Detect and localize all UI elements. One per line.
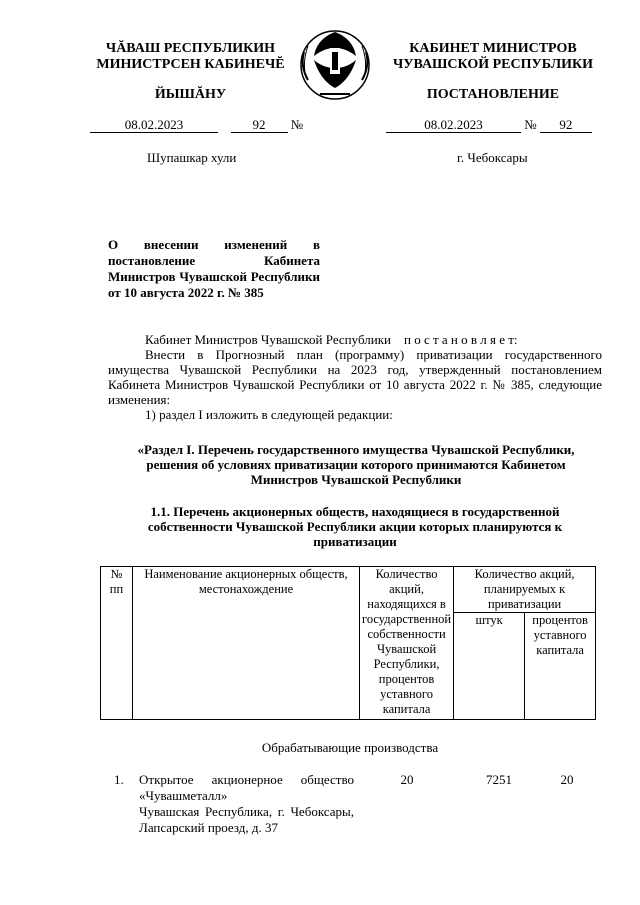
document-subject: О внесении изменений в постановление Кабинета Министров Чувашской Республики от 10 августа 2022 г. № 385 <box>108 237 320 300</box>
number-line-right <box>386 117 592 133</box>
left-number: 92 <box>231 117 288 133</box>
row-1-name-line1: Открытое акционерное общество «Чувашметалл» <box>139 772 354 803</box>
row-1-percent: 20 <box>560 772 574 787</box>
city-left: Шупашкар хули <box>147 150 237 165</box>
header-left-line2: МИНИСТРСЕН КАБИНЕЧĔ <box>96 57 285 72</box>
col-planned-header: Количество акций, планируемых к приватизации <box>454 567 596 613</box>
row-1-name-line2: Чувашская Республика, г. Чебоксары, Лапсарский проезд, д. 37 <box>139 804 354 835</box>
col-name-header: Наименование акционерных обществ, местонахождение <box>133 567 360 720</box>
privatization-table <box>100 566 596 720</box>
body-paragraph-1-start: Кабинет Министров Чувашской Республики <box>145 332 391 347</box>
right-date: 08.02.2023 <box>386 117 521 133</box>
body-paragraph-1-verb: п о с т а н о в л я е т: <box>403 332 518 347</box>
subsection-title: 1.1. Перечень акционерных обществ, находящиеся в государственной собственности Чувашской Республики акции которых планируются к приватизации <box>147 504 563 549</box>
col-num-header: № пп <box>101 567 133 720</box>
number-line-left <box>90 117 303 133</box>
col-pieces-header: штук <box>454 613 525 720</box>
body-paragraph-2: Внести в Прогнозный план (программу) приватизации государственного имущества Чувашской Республики на 2023 год, утвержденный постановлением Кабинета Министров Чувашской Республики от 10 августа 2022 г. № 385, следующие изменения: <box>108 347 602 407</box>
right-number-sign: № <box>524 117 537 132</box>
section-title: «Раздел I. Перечень государственного имущества Чувашской Республики, решения об условиях приватизации которого принимаются Кабинетом Министров Чувашской Республики <box>137 442 575 487</box>
header-left-line1: ЧĂВАШ РЕСПУБЛИКИН <box>105 41 276 56</box>
row-1-name <box>139 772 354 836</box>
sector-title: Обрабатывающие производства <box>261 740 439 755</box>
doctype-right: ПОСТАНОВЛЕНИЕ <box>426 87 560 102</box>
right-number: 92 <box>540 117 592 133</box>
doctype-left: ЙЫШĂНУ <box>154 87 227 102</box>
row-1-num: 1. <box>114 772 124 787</box>
body-paragraph-3: 1) раздел I изложить в следующей редакции: <box>145 407 393 422</box>
city-right: г. Чебоксары <box>457 150 528 165</box>
row-1-share: 20 <box>400 772 414 787</box>
col-percent-header: процентов уставного капитала <box>525 613 596 720</box>
header-right-line2: ЧУВАШСКОЙ РЕСПУБЛИКИ <box>392 57 594 72</box>
col-share-header: Количество акций, находящихся в государственной собственности Чувашской Республики, процентов уставного капитала <box>360 567 454 720</box>
header-left <box>78 41 303 73</box>
header-right-line1: КАБИНЕТ МИНИСТРОВ <box>409 41 577 56</box>
row-1-pieces: 7251 <box>486 772 512 787</box>
header-right <box>378 41 608 73</box>
body-paragraph-1 <box>108 332 602 347</box>
left-number-sign: № <box>290 117 304 132</box>
left-date: 08.02.2023 <box>90 117 218 133</box>
chuvash-coat-of-arms-icon <box>294 22 376 104</box>
